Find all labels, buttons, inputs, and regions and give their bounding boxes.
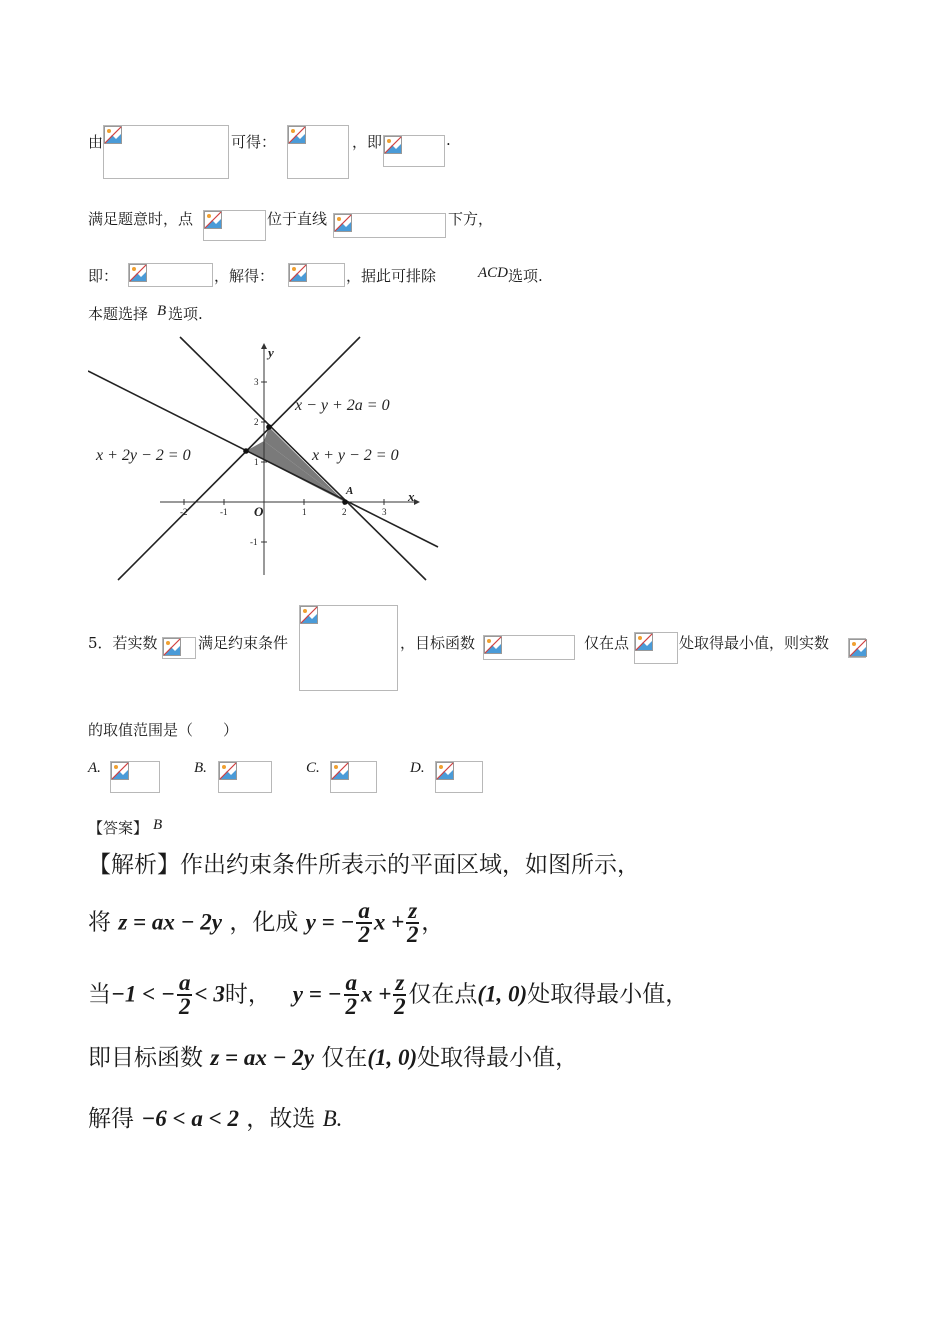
broken-image-icon: [330, 761, 377, 793]
y-axis-arrow-icon: [261, 343, 267, 349]
text: 选项.: [508, 267, 543, 285]
tick-label: -2: [180, 507, 188, 517]
text: 满足题意时，点: [88, 210, 194, 228]
broken-image-icon: [203, 210, 266, 241]
vertex-point: [342, 499, 348, 505]
equation-label: x + 2y − 2 = 0: [96, 447, 191, 464]
point-a-label: A: [346, 485, 354, 497]
option-b-label: B.: [194, 760, 207, 776]
analysis-line-1: 【解析】作出约束条件所表示的平面区域，如图所示，: [88, 852, 640, 878]
fraction: $\frac{a}{2}$: [345, 970, 358, 1019]
broken-image-icon: [848, 638, 866, 658]
broken-image-icon: [333, 213, 446, 238]
option-c-label: C.: [306, 760, 320, 776]
axis-label-y: y: [268, 345, 274, 360]
text: ，即: [352, 133, 383, 151]
option-d-label: D.: [410, 760, 425, 776]
broken-image-icon: [383, 135, 445, 167]
broken-image-icon: [287, 125, 349, 179]
broken-image-icon: [299, 605, 398, 691]
text: 由: [88, 133, 104, 151]
text: ，目标函数: [400, 634, 476, 652]
analysis-line-2: 将 z = ax − 2y ，化成 y = − $\frac{a}{2}$ x + $\frac{z}{2}$ ，: [88, 898, 445, 947]
analysis-line-5: 解得 −6 < a < 2 ，故选 B.: [88, 1106, 343, 1132]
tick-label: -1: [250, 537, 258, 547]
origin-label: O: [254, 504, 264, 519]
broken-image-icon: [110, 761, 160, 793]
answer-value: B: [153, 817, 163, 833]
text: ，解得：: [214, 267, 275, 285]
fraction: $\frac{z}{2}$: [394, 970, 406, 1019]
axis-label-x: x: [408, 489, 415, 504]
broken-image-icon: [483, 635, 575, 660]
broken-image-icon: [128, 263, 213, 287]
equation-label: x − y + 2a = 0: [295, 397, 390, 414]
tick-label: 1: [302, 507, 307, 517]
fraction: $\frac{z}{2}$: [406, 898, 419, 947]
text: B: [157, 303, 167, 319]
question-number: 5．若实数: [88, 634, 158, 652]
text: .: [446, 131, 451, 149]
vertex-point: [243, 448, 249, 454]
tick-label: 1: [254, 457, 259, 467]
tick-label: -1: [220, 507, 228, 517]
option-a-label: A.: [88, 760, 101, 776]
vertex-point: [266, 424, 272, 430]
feasible-region-graph: [88, 335, 448, 585]
fraction: $\frac{a}{2}$: [178, 970, 191, 1019]
analysis-line-3: 当−1 < − $\frac{a}{2}$ < 3时， y = − $\frac{a}{2}$ x + $\frac{z}{2}$ 仅在点(1, 0)处取得最小值，: [88, 970, 689, 1019]
tick-label: 3: [254, 377, 259, 387]
tick-label: 2: [342, 507, 347, 517]
text: ，据此可排除: [346, 267, 437, 285]
text: 可得：: [231, 133, 277, 151]
broken-image-icon: [218, 761, 272, 793]
fraction: $\frac{a}{2}$: [358, 898, 370, 947]
text: 下方，: [448, 210, 494, 228]
text: 的取值范围是（ ）: [88, 721, 239, 739]
broken-image-icon: [162, 637, 196, 659]
analysis-line-4: 即目标函数 z = ax − 2y 仅在(1, 0)处取得最小值，: [88, 1045, 579, 1071]
text: 位于直线: [267, 210, 328, 228]
broken-image-icon: [103, 125, 229, 179]
answer-label: 【答案】: [88, 819, 149, 837]
text: ACD: [478, 265, 508, 281]
x-axis-arrow-icon: [414, 499, 420, 505]
broken-image-icon: [634, 632, 678, 664]
broken-image-icon: [288, 263, 345, 287]
equation-label: x + y − 2 = 0: [312, 447, 399, 464]
tick-label: 3: [382, 507, 387, 517]
tick-label: 2: [254, 417, 259, 427]
text: 即：: [88, 267, 119, 285]
text: 满足约束条件: [198, 634, 289, 652]
text: 处取得最小值，则实数: [679, 634, 830, 652]
broken-image-icon: [435, 761, 483, 793]
text: 本题选择: [88, 305, 149, 323]
text: 仅在点: [584, 634, 630, 652]
text: 选项.: [168, 305, 203, 323]
